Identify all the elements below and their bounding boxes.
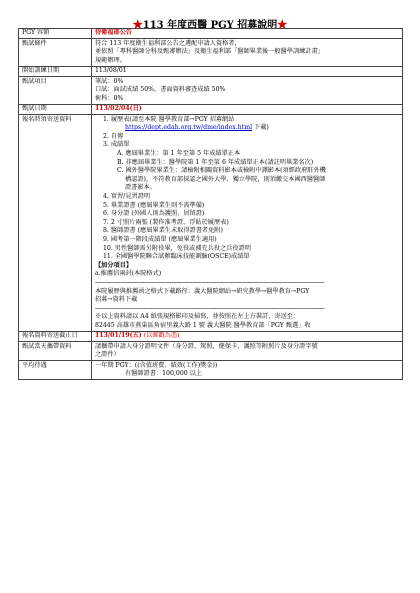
value-exam-items [92,77,403,105]
row-salary [19,361,403,380]
download-path-cont: 招募→資料下載 [95,296,138,304]
value-deadline [92,331,403,341]
doc-item-3b: B. 非應屆畢業生：醫學院第 1 年至第 6 年成績單正本(請註明畢業名次) [117,158,314,166]
row-exam-date [19,104,403,114]
label-documents: 報名時須寄送資料 [19,115,92,332]
value-exam-day-docs [92,342,403,361]
value-salary [92,361,403,380]
doc-item-11: 11. 全國醫學院聯合試辦臨床技能測驗(OSCE)成績單 [103,253,250,261]
eligibility-line: 規範辦理。 [95,56,126,64]
label-exam-date: 甄試日期 [19,104,92,114]
mail-address: 82445 高雄市燕巢區角宿里義大路 1 號 義大醫院 醫學教育部「PGY 甄選」收 [95,321,311,329]
doc-item-7: 7. 2 寸照片兩張 (製作准考證、浮貼於履歷表) [103,218,229,226]
doc-item-3c-cont: 構認證)，不符教育部採認之國外大學、獨立學院，則須繳交本國西醫醫師 [125,175,326,183]
label-exam-day-docs: 甄試當天攜帶資料 [19,342,92,361]
deadline-note: (以郵戳為憑) [141,332,180,340]
eligibility-line: 並依照「專科醫師分科及甄審辦法」及衛生福利部「醫師畢業後一般醫學訓練計畫」 [95,48,324,56]
bonus-header: 【加分項目】 [95,261,133,269]
exam-item-line: 口試：面試成績 50%，書面資料審查成績 50% [95,86,226,94]
row-quota [19,29,403,39]
label-start-date: 開始訓練日期 [19,66,92,76]
pgy-download-link[interactable]: https://dept.edah.org.tw/dme/index.html [125,124,253,132]
row-exam-day-docs [19,342,403,361]
salary-line: 一年期 PGY：((含值班費、績效(工作)獎金)) [95,361,218,369]
row-eligibility [19,39,403,67]
doc-item-1-text: 1. 履歷表(請至本院 醫學教育部→PGY 招募網站 [103,115,235,123]
recruitment-table [18,28,403,380]
doc-item-6: 6. 身分證 (外國人則為護照、居留證) [103,210,205,218]
exam-item-line: 筆試：0% [95,77,124,85]
exam-item-line: 術科：0% [95,94,124,102]
doc-item-1-suffix: 下載) [252,124,269,132]
value-exam-date: 113/02/04(日) [92,104,403,114]
deadline-date: 113/01/19(五) [95,332,142,340]
doc-item-3: 3. 成績單 [103,141,130,149]
mail-note: ※以上資料請以 A4 紙張規格影印及掃寫，並按照在左上方裝訂，寄送至： [95,313,300,321]
doc-item-5: 5. 畢業證書 (應屆畢業生則不需準備) [103,201,205,209]
title-text: 113 年度西醫 PGY 招募說明 [142,20,278,31]
value-documents [92,115,403,332]
divider: ------------------------------------------------------------------------------------------------------------------------------------------------ [95,278,325,286]
doc-item-8: 8. 醫師證書 (應屆畢業生未取得證書者免附) [103,227,223,235]
value-eligibility [92,39,403,67]
download-path: 本院履歷與推薦函之格式下載路徑：義大醫院網站→研究教學→醫學教育→PGY [95,287,310,295]
label-quota: PGY 容額 [19,29,92,39]
bonus-item-a: a.推薦信兩封(本院格式) [95,270,162,278]
divider: ------------------------------------------------------------------------------------------------------------------------------------------------ [95,304,325,312]
row-documents [19,115,403,332]
label-deadline: 報名資料寄送截止日 [19,331,92,341]
label-exam-items: 甄試項目 [19,77,92,105]
label-eligibility: 甄試條件 [19,39,92,67]
doc-item-9: 9. 國考第一階段成績單 (應屆畢業生適用) [103,235,217,243]
row-exam-items [19,77,403,105]
doc-item-1-link-line [95,124,399,133]
doc-item-3c: C. 國外醫學院畢業生：請檢附相關資料影本或檢附中譯影本(須經政府駐外機 [117,167,326,175]
eligibility-line: 符合 113 年度衛生福利部公告之遴配申請人資格者， [95,39,241,47]
exam-day-doc-line: 請攜帶申請人身分證明文件（身分證、駕照、健保卡、護照等附照片及身分證字號 [95,342,318,350]
row-deadline [19,331,403,341]
doc-item-4: 4. 實習/見習證明 [103,192,151,200]
doc-item-3c-cont: 證書影本。 [125,184,156,192]
salary-line: 有醫師證書：100,000 以上 [125,370,203,378]
doc-item-10: 10. 男性醫師需另附役畢，免役或補充兵役之兵役證明 [103,244,251,252]
star-icon: ★ [132,20,143,31]
value-start-date: 113/08/01 [92,66,403,76]
doc-item-2: 2. 自傳 [103,132,124,140]
star-icon: ★ [277,20,288,31]
value-quota: 待衛福部公告 [92,29,403,39]
doc-item-1 [95,116,399,125]
doc-item-3a: A. 應屆畢業生：第 1 年至第 5 年成績單正本 [117,150,241,158]
label-salary: 平均待遇 [19,361,92,380]
row-start-date [19,66,403,76]
exam-day-doc-line: 之證件） [95,351,120,359]
